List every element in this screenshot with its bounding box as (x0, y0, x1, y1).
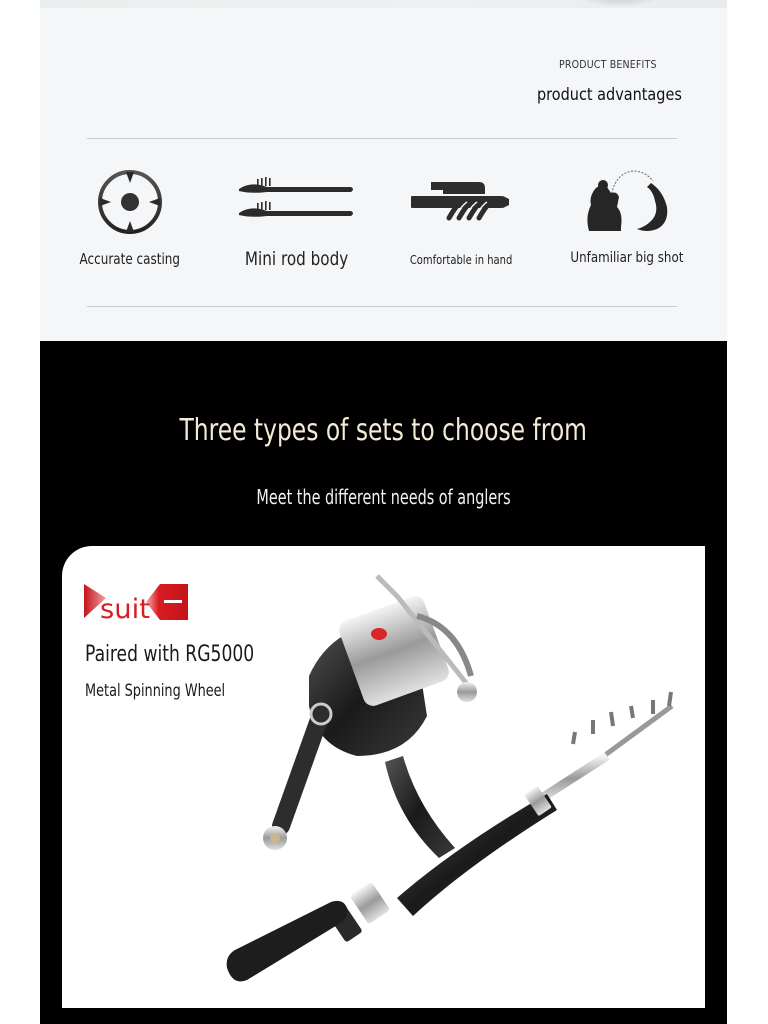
telescopic-rods-icon (217, 166, 377, 238)
section-heading: product advantages (537, 85, 682, 105)
feature-label: Accurate casting (79, 250, 181, 268)
set-description: Metal Spinning Wheel (85, 681, 226, 700)
crosshair-target-icon (50, 166, 210, 238)
feature-accurate-casting (50, 166, 210, 269)
previous-section-edge (40, 0, 727, 8)
feature-label: Unfamiliar big shot (570, 250, 684, 266)
feature-comfortable-in-hand (381, 166, 541, 269)
product-benefits-section (40, 8, 727, 341)
section-eyebrow: PRODUCT BENEFITS (559, 59, 657, 71)
fishing-rod-and-reel-image (217, 566, 687, 996)
svg-text:suit: suit (100, 594, 150, 622)
feature-unfamiliar-big-shot (547, 166, 707, 267)
page-column (40, 0, 727, 1024)
previous-section-image-fragment (585, 0, 655, 6)
set-name: Paired with RG5000 (85, 642, 255, 667)
sets-subtitle: Meet the different needs of anglers (256, 485, 511, 509)
feature-label: Mini rod body (245, 248, 349, 270)
sets-section (40, 341, 727, 1024)
suit-badge (84, 584, 188, 622)
divider-top (87, 138, 677, 139)
divider-bottom (87, 306, 677, 307)
feature-label: Comfortable in hand (409, 252, 513, 267)
hand-grip-rod-icon (381, 166, 541, 238)
angler-catching-fish-icon (547, 166, 707, 238)
feature-mini-rod-body (217, 166, 377, 270)
set-card[interactable] (62, 546, 705, 1008)
sets-title: Three types of sets to choose from (179, 413, 588, 448)
